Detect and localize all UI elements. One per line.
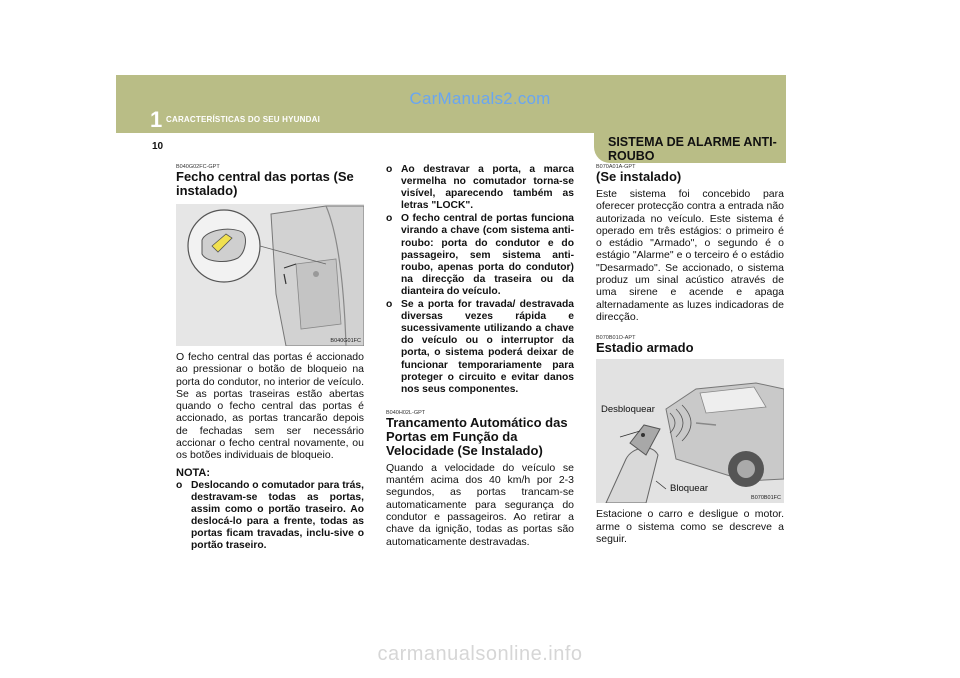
section-tab	[594, 128, 786, 163]
middle-column	[386, 164, 574, 548]
left-column	[176, 164, 364, 553]
page-number: 10	[152, 141, 164, 152]
section-tab-title: SISTEMA DE ALARME ANTI-ROUBO	[608, 135, 777, 163]
car-key-illustration	[596, 359, 784, 503]
section-heading: Trancamento Automático das Portas em Função da Velocidade (Se Instalado)	[386, 414, 568, 458]
door-lock-illustration	[176, 204, 364, 346]
right-column	[596, 164, 784, 545]
section-heading: Estadio armado	[596, 340, 694, 356]
list-item: o Se a porta for travada/ destravada diversas vezes rápida e sucessivamente utilizando a chave do veículo ou o interruptor da porta, o sistema poderá deixar de funcionar temporariamente para proteger o circuito e evitar danos nos seus componentes.	[386, 299, 574, 395]
bullet-list	[386, 164, 574, 396]
section-code: B070A01A-GPT	[596, 164, 636, 170]
list-item: o Deslocando o comutador para trás, destravam-se todas as portas, assim como o portão traseiro. Ao deslocá-lo para a frente, todas as portas ficam travadas, inclu-sive o portão traseiro.	[176, 479, 364, 552]
unlock-label: Desbloquear	[601, 404, 655, 416]
section-code: B040H02L-GPT	[386, 409, 426, 416]
body-paragraph: Quando a velocidade do veículo se mantém acima dos 40 km/h por 2-3 segundos, as portas trancam-se automaticamente para segurança do condutor e passageiros. Ao retirar a chave da ignição, todas as portas são automaticamente destravadas.	[386, 461, 574, 548]
list-item: o O fecho central de portas funciona virando a chave (com sistema anti-roubo: porta do condutor e do passageiro, sem sistema anti-roubo, apenas porta do condutor) na direcção da traseira ou da dianteira do veículo.	[386, 213, 574, 297]
alarm-figure	[596, 359, 784, 503]
site-title-link[interactable]: CarManuals2.com	[409, 89, 551, 108]
body-paragraph: Este sistema foi concebido para oferecer protecção contra a entrada não autorizada no veículo. Este sistema é operado em três estágios: o primeiro é o estádio "Armado", o segundo é o estágio "Alarme" e o terceiro é o estádio "Desarmado". Se accionado, o sistema produz um sinal acústico através de uma sirene e acende e apaga alternadamente as luzes indicadoras de direcção.	[596, 188, 784, 323]
watermark: carmanualsonline.info	[377, 643, 583, 665]
chapter-number: 1	[150, 107, 163, 132]
chapter-title: CARACTERÍSTICAS DO SEU HYUNDAI	[166, 115, 321, 124]
list-item: o Ao destravar a porta, a marca vermelha no comutador torna-se visível, aparecendo também as letras "LOCK".	[386, 164, 574, 212]
lock-label: Bloquear	[670, 483, 709, 495]
body-paragraph: O fecho central das portas é accionado ao pressionar o botão de bloqueio na porta do condutor, no interior de veículo. Se as portas traseiras estão abertas quando o fecho central das portas é accionado, as portas trancarão depois de fechadas sem ser necessário accionar o fecho central novamente, ou os botões individuais de bloqueio.	[176, 351, 364, 462]
body-paragraph: Estacione o carro e desligue o motor. arme o sistema como se descreve a seguir.	[596, 508, 784, 545]
section-heading: (Se instalado)	[596, 169, 682, 184]
section-code: B040G02FC-GPT	[176, 164, 220, 170]
section-code: B070B01O-APT	[596, 335, 636, 342]
figure-code: B040G01FC	[330, 338, 361, 344]
note-list	[176, 480, 364, 553]
figure-code: B070B01FC	[751, 495, 781, 502]
door-lock-figure	[176, 204, 364, 346]
note-label: NOTA:	[176, 466, 211, 479]
section-heading: Fecho central das portas (Se instalado)	[176, 169, 354, 198]
